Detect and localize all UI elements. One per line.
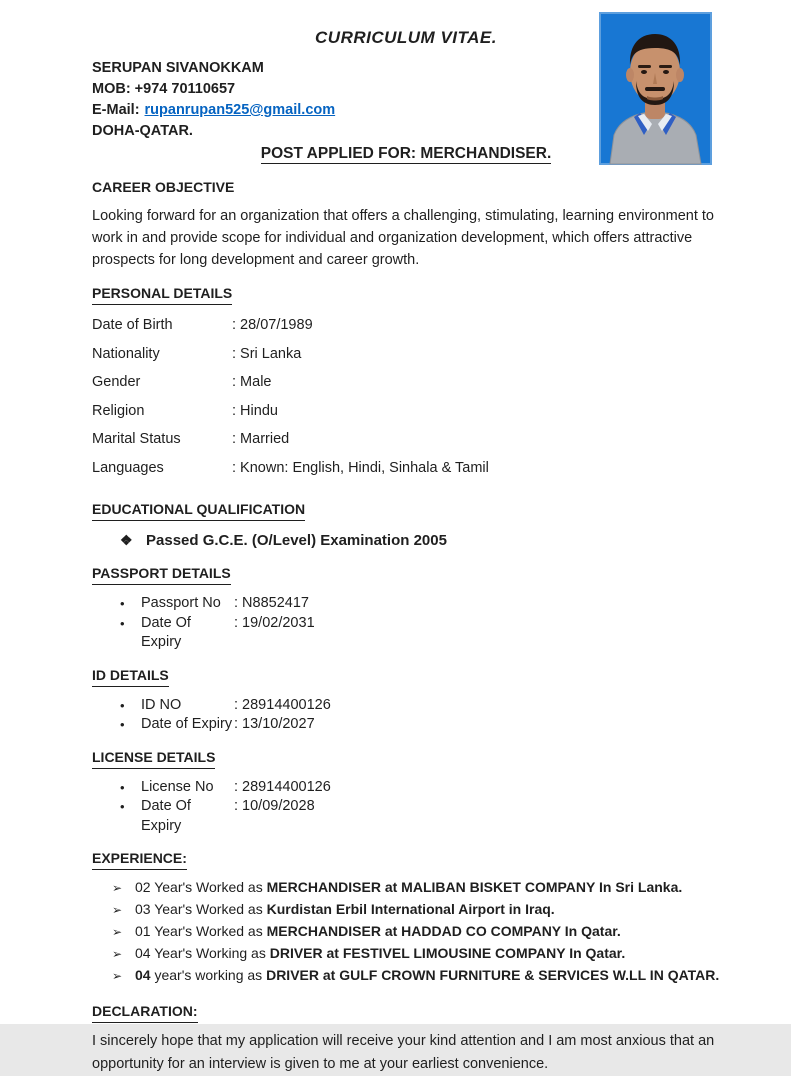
email-link[interactable]: rupanrupan525@gmail.com xyxy=(144,102,336,118)
license-detail-row: • Date Of Expiry : 10/09/2028 xyxy=(120,797,720,836)
education-item: ❖ Passed G.C.E. (O/Level) Examination 2005 xyxy=(120,532,447,549)
personal-details-list xyxy=(92,316,720,487)
experience-heading: EXPERIENCE: xyxy=(92,849,720,870)
dot-bullet-icon: • xyxy=(120,799,125,814)
personal-detail-row: Languages : Known: English, Hindi, Sinhala & Tamil xyxy=(92,459,489,476)
id-detail-row: • Date of Expiry : 13/10/2027 xyxy=(120,715,720,735)
id-details-list xyxy=(92,696,720,735)
passport-detail-row: • Passport No : N8852417 xyxy=(120,594,720,614)
experience-text: 04 Year's Working as DRIVER at FESTIVEL LIMOUSINE COMPANY In Qatar. xyxy=(135,945,626,961)
id-detail-row: • ID NO : 28914400126 xyxy=(120,696,720,716)
experience-item xyxy=(112,899,720,921)
career-objective-heading: CAREER OBJECTIVE xyxy=(92,179,235,195)
applicant-name: SERUPAN SIVANOKKAM xyxy=(92,60,264,76)
dot-bullet-icon: • xyxy=(120,596,125,611)
passport-detail-row: • Date Of Expiry : 19/02/2031 xyxy=(120,614,720,653)
license-details-list xyxy=(92,778,720,837)
experience-item xyxy=(112,921,720,943)
personal-detail-row: Gender : Male xyxy=(92,374,272,390)
mobile-number: MOB: +974 70110657 xyxy=(92,81,236,97)
declaration-heading: DECLARATION: xyxy=(92,1002,720,1023)
passport-details-list xyxy=(92,594,720,653)
arrow-bullet-icon: ➢ xyxy=(112,881,123,895)
experience-item xyxy=(112,965,720,987)
experience-item xyxy=(112,877,720,899)
dot-bullet-icon: • xyxy=(120,615,125,631)
dot-bullet-icon: • xyxy=(120,779,125,795)
license-detail-row: • License No : 28914400126 xyxy=(120,778,720,798)
personal-details-heading: PERSONAL DETAILS xyxy=(92,284,720,305)
experience-list xyxy=(92,877,720,987)
personal-detail-row: Date of Birth : 28/07/1989 xyxy=(92,317,313,333)
location: DOHA-QATAR. xyxy=(92,123,193,139)
career-objective-text: Looking forward for an organization that offers a challenging, stimulating, learning environment to work in and provide scope for individual and organization development, which offers attractive prospects for long development and career growth. xyxy=(92,208,714,268)
experience-text: 03 Year's Worked as Kurdistan Erbil International Airport in Iraq. xyxy=(135,901,555,917)
id-details-heading: ID DETAILS xyxy=(92,666,720,687)
experience-text: 01 Year's Worked as MERCHANDISER at HADDAD CO COMPANY In Qatar. xyxy=(135,923,621,939)
passport-details-heading: PASSPORT DETAILS xyxy=(92,564,720,585)
license-details-heading: LICENSE DETAILS xyxy=(92,748,720,769)
arrow-bullet-icon: ➢ xyxy=(112,925,123,939)
arrow-bullet-icon: ➢ xyxy=(112,947,123,961)
declaration-text: I sincerely hope that my application will receive your kind attention and I am most anxious that an opportunity for an interview is given to me at your earliest convenience. xyxy=(92,1033,715,1072)
dot-bullet-icon: • xyxy=(120,697,125,713)
post-applied-text: POST APPLIED FOR: MERCHANDISER. xyxy=(260,145,552,162)
document-title: CURRICULUM VITAE. xyxy=(315,28,497,47)
education-heading: EDUCATIONAL QUALIFICATION xyxy=(92,500,720,521)
dot-bullet-icon: • xyxy=(120,717,125,732)
document-content xyxy=(92,28,720,1076)
experience-text: 04 year's working as DRIVER at GULF CROWN FURNITURE & SERVICES W.LL IN QATAR. xyxy=(135,967,720,983)
personal-detail-row: Religion : Hindu xyxy=(92,402,278,419)
email-line xyxy=(92,100,720,121)
contact-block xyxy=(92,58,720,142)
email-label: E-Mail: xyxy=(92,102,140,118)
arrow-bullet-icon: ➢ xyxy=(112,903,123,917)
personal-detail-row: Nationality : Sri Lanka xyxy=(92,345,302,362)
diamond-bullet-icon: ❖ xyxy=(120,532,133,548)
post-applied-heading xyxy=(92,143,720,165)
experience-text: 02 Year's Worked as MERCHANDISER at MALIBAN BISKET COMPANY In Sri Lanka. xyxy=(135,879,683,895)
experience-item xyxy=(112,943,720,965)
arrow-bullet-icon: ➢ xyxy=(112,969,123,983)
personal-detail-row: Marital Status : Married xyxy=(92,431,290,447)
